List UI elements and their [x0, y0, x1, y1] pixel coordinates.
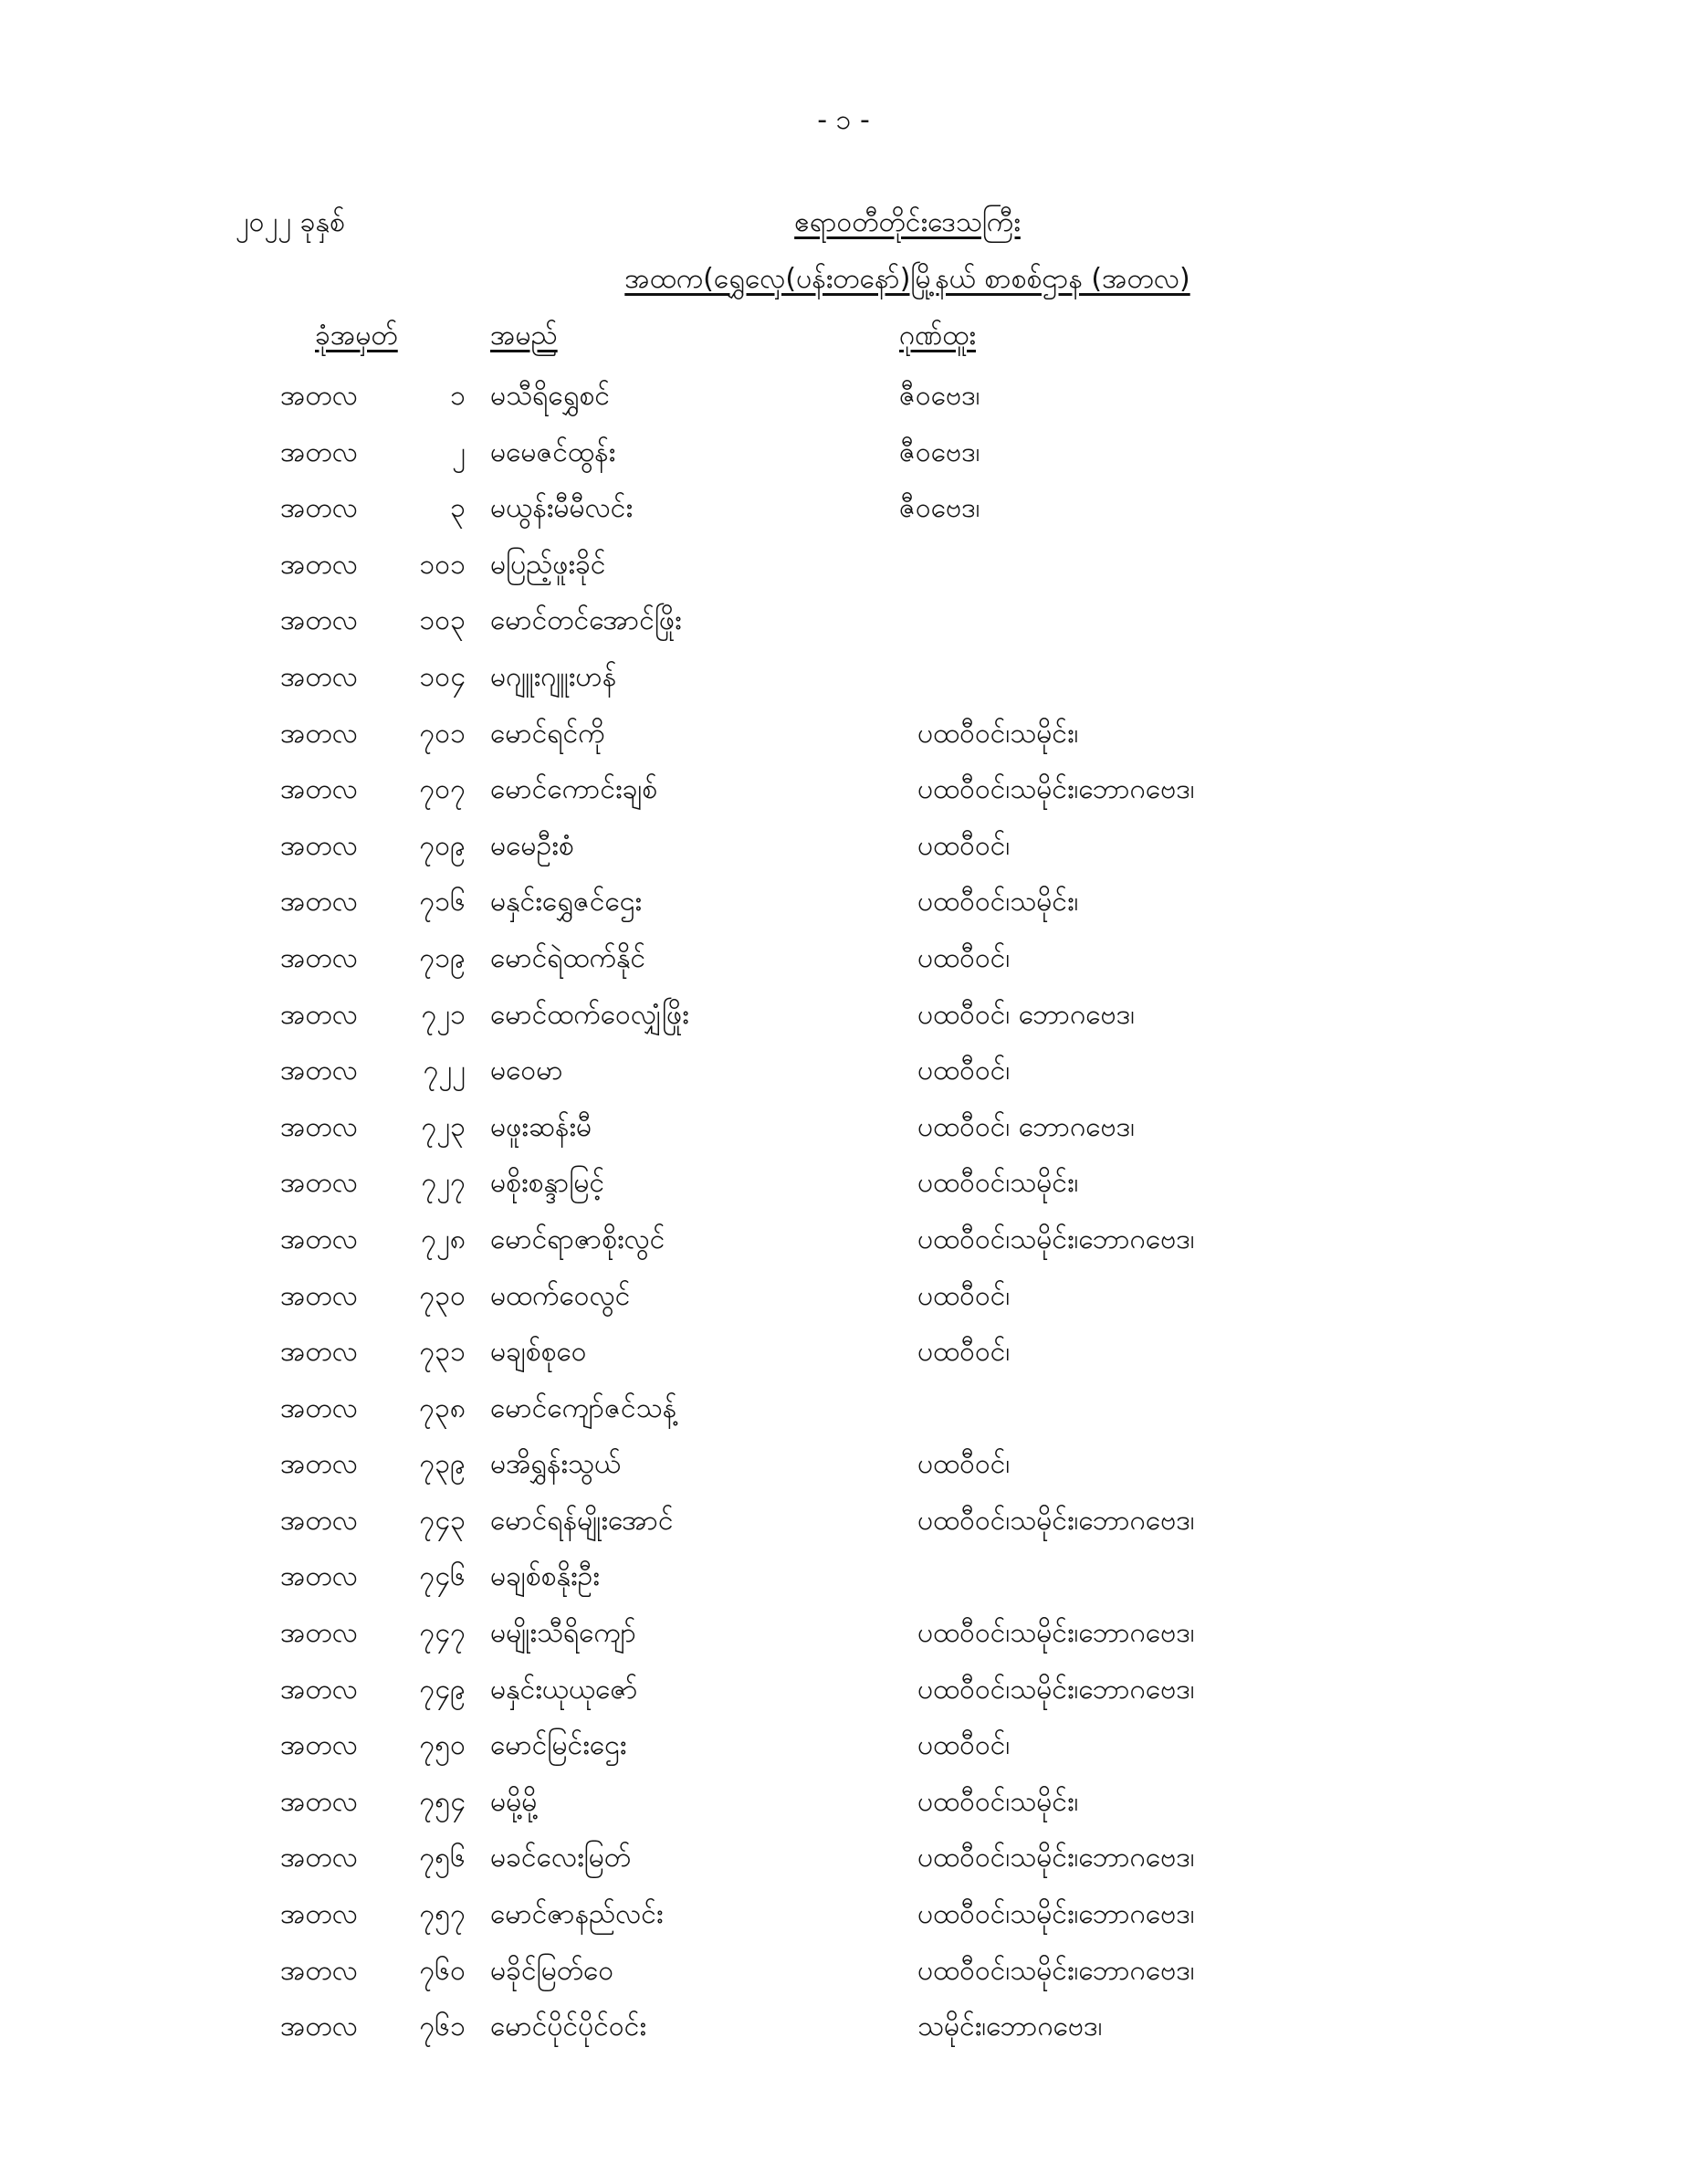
roll-prefix: အတလ [280, 1336, 358, 1369]
result-row [0, 935, 1687, 992]
roll-number: ၇၄၉ [419, 1673, 466, 1706]
result-row [0, 1441, 1687, 1497]
roll-number: ၇၆၀ [419, 1954, 466, 1987]
roll-number: ၇၄၆ [419, 1560, 466, 1593]
student-name: မနှင်းရွှေဇင်ဌေး [490, 886, 643, 919]
student-name: မနှင်းယုယုဇော် [490, 1673, 638, 1706]
student-name: မောင်ကျော်ဇင်သန့် [490, 1391, 677, 1424]
roll-number: ၇၁၆ [419, 886, 466, 919]
roll-number: ၇၄၃ [419, 1504, 466, 1537]
student-name: မဂျူးဂျူးဟန် [490, 660, 617, 693]
roll-prefix: အတလ [280, 1110, 358, 1143]
student-name: မမို့မို့ [490, 1785, 538, 1818]
roll-prefix: အတလ [280, 436, 358, 468]
distinction: ပထဝီဝင်၊ [917, 1336, 1011, 1369]
roll-prefix: အတလ [280, 1898, 358, 1931]
distinction: ပထဝီဝင်၊ [917, 1055, 1011, 1087]
header-distinction: ဂုဏ်ထူး [899, 320, 976, 352]
roll-prefix: အတလ [280, 1673, 358, 1706]
roll-number: ၇၅၄ [419, 1785, 466, 1818]
roll-number: ၁၀၄ [419, 660, 466, 693]
roll-number: ၇၆၁ [419, 2011, 466, 2043]
student-name: မပြည့်ဖူးခိုင် [490, 548, 606, 581]
distinction: ပထဝီဝင်၊သမိုင်း၊ [917, 1167, 1079, 1200]
distinction: ဇီဝဗေဒ၊ [899, 380, 980, 412]
roll-number: ၇၂၁ [421, 998, 466, 1031]
distinction: သမိုင်း၊ဘောဂဗေဒ၊ [917, 2011, 1103, 2043]
result-row [0, 1779, 1687, 1835]
roll-number: ၇၃၁ [419, 1336, 466, 1369]
student-name: မမေဦးစံ [490, 829, 574, 862]
distinction: ပထဝီဝင်၊သမိုင်း၊ဘောဂဗေဒ၊ [917, 1504, 1195, 1537]
roll-prefix: အတလ [280, 1279, 358, 1312]
result-row [0, 1722, 1687, 1779]
distinction: ပထဝီဝင်၊သမိုင်း၊ဘောဂဗေဒ၊ [917, 1842, 1195, 1874]
result-row [0, 485, 1687, 541]
roll-number: ၃ [450, 492, 466, 525]
roll-prefix: အတလ [280, 380, 358, 412]
roll-number: ၇၄၇ [419, 1617, 466, 1650]
distinction: ပထဝီဝင်၊ ဘောဂဗေဒ၊ [917, 998, 1136, 1031]
result-row [0, 373, 1687, 429]
roll-prefix: အတလ [280, 1842, 358, 1874]
document-title: ဧရာဝတီတိုင်းဒေသကြီး [794, 206, 1021, 238]
result-row [0, 1497, 1687, 1554]
result-row [0, 2003, 1687, 2060]
result-row [0, 1104, 1687, 1160]
roll-prefix: အတလ [280, 1954, 358, 1987]
roll-number: ၇၅၀ [419, 1729, 466, 1762]
roll-number: ၁၀၁ [419, 548, 466, 581]
distinction: ပထဝီဝင်၊ [917, 829, 1011, 862]
roll-prefix: အတလ [280, 1223, 358, 1255]
distinction: ပထဝီဝင်၊သမိုင်း၊ဘောဂဗေဒ၊ [917, 1673, 1195, 1706]
result-row [0, 1553, 1687, 1610]
roll-prefix: အတလ [280, 548, 358, 581]
student-name: မဝေမာ [490, 1055, 563, 1087]
student-name: မခင်လေးမြတ် [490, 1842, 632, 1874]
roll-number: ၇၀၁ [419, 717, 466, 750]
roll-prefix: အတလ [280, 1785, 358, 1818]
result-row [0, 429, 1687, 486]
student-name: မဖူးဆန်းမီ [490, 1110, 592, 1143]
roll-number: ၁၀၃ [419, 604, 466, 637]
result-row [0, 992, 1687, 1048]
result-row [0, 541, 1687, 598]
header-roll-number: ခုံအမှတ် [315, 320, 398, 352]
student-name: မောင်ပိုင်ပိုင်ဝင်း [490, 2011, 647, 2043]
distinction: ဇီဝဗေဒ၊ [899, 492, 980, 525]
result-row [0, 878, 1687, 935]
distinction: ပထဝီဝင်၊သမိုင်း၊ဘောဂဗေဒ၊ [917, 1898, 1195, 1931]
student-name: မယွန်းမီမီလင်း [490, 492, 634, 525]
result-row [0, 1834, 1687, 1891]
roll-prefix: အတလ [280, 1617, 358, 1650]
roll-number: ၇၁၉ [419, 941, 466, 974]
distinction: ပထဝီဝင်၊သမိုင်း၊ဘောဂဗေဒ၊ [917, 1617, 1195, 1650]
distinction: ဇီဝဗေဒ၊ [899, 436, 980, 468]
result-row [0, 654, 1687, 710]
roll-number: ၇၂၃ [421, 1110, 466, 1143]
roll-number: ၇၅၆ [419, 1842, 466, 1874]
student-name: မောင်ထက်ဝေလျှံဖြိုး [490, 998, 689, 1031]
roll-prefix: အတလ [280, 2011, 358, 2043]
distinction: ပထဝီဝင်၊သမိုင်း၊ [917, 717, 1079, 750]
result-row [0, 1160, 1687, 1216]
results-list [0, 373, 1687, 2060]
roll-number: ၇၀၉ [419, 829, 466, 862]
result-row [0, 823, 1687, 879]
distinction: ပထဝီဝင်၊ [917, 1279, 1011, 1312]
student-name: မမေဇင်ထွန်း [490, 436, 616, 468]
roll-number: ၇၂၂ [423, 1055, 466, 1087]
roll-prefix: အတလ [280, 660, 358, 693]
distinction: ပထဝီဝင်၊ [917, 941, 1011, 974]
roll-prefix: အတလ [280, 1729, 358, 1762]
distinction: ပထဝီဝင်၊ [917, 1729, 1011, 1762]
result-row [0, 766, 1687, 823]
result-row [0, 1385, 1687, 1442]
roll-number: ၁ [450, 380, 466, 412]
roll-number: ၇၃၉ [419, 1448, 466, 1481]
result-row [0, 1273, 1687, 1329]
student-name: မောင်မြင်းဌေး [490, 1729, 627, 1762]
student-name: မချစ်စုဝေ [490, 1336, 587, 1369]
result-row [0, 1891, 1687, 1948]
distinction: ပထဝီဝင်၊သမိုင်း၊ဘောဂဗေဒ၊ [917, 1223, 1195, 1255]
roll-prefix: အတလ [280, 829, 358, 862]
result-row [0, 1610, 1687, 1666]
distinction: ပထဝီဝင်၊ ဘောဂဗေဒ၊ [917, 1110, 1136, 1143]
student-name: မောင်ရင်ကို [490, 717, 605, 750]
student-name: မမျိုးသီရိကျော် [490, 1617, 636, 1650]
student-name: မသီရိရွှေစင် [490, 380, 610, 412]
roll-prefix: အတလ [280, 1448, 358, 1481]
roll-prefix: အတလ [280, 773, 358, 806]
roll-prefix: အတလ [280, 886, 358, 919]
year-label: ၂၀၂၂ ခုနှစ် [236, 206, 345, 238]
distinction: ပထဝီဝင်၊သမိုင်း၊ဘောဂဗေဒ၊ [917, 1954, 1195, 1987]
roll-prefix: အတလ [280, 941, 358, 974]
student-name: မခိုင်မြတ်ဝေ [490, 1954, 614, 1987]
student-name: မချစ်စနိုးဦး [490, 1560, 600, 1593]
result-row [0, 597, 1687, 654]
roll-prefix: အတလ [280, 604, 358, 637]
roll-number: ၂ [452, 436, 466, 468]
roll-number: ၇၅၇ [419, 1898, 466, 1931]
student-name: မောင်ရန်မျိုးအောင် [490, 1504, 674, 1537]
student-name: မောင်တင်အောင်ဖြိုး [490, 604, 682, 637]
distinction: ပထဝီဝင်၊ [917, 1448, 1011, 1481]
roll-prefix: အတလ [280, 1560, 358, 1593]
roll-number: ၇၃၀ [419, 1279, 466, 1312]
result-row [0, 1047, 1687, 1104]
distinction: ပထဝီဝင်၊သမိုင်း၊ [917, 1785, 1079, 1818]
student-name: မောင်ဇာနည်လင်း [490, 1898, 664, 1931]
result-row [0, 1216, 1687, 1273]
roll-number: ၇၂၇ [421, 1167, 466, 1200]
roll-number: ၇၀၇ [419, 773, 466, 806]
result-row [0, 1948, 1687, 2004]
result-row [0, 1328, 1687, 1385]
roll-number: ၇၂၈ [421, 1223, 466, 1255]
result-row [0, 710, 1687, 767]
distinction: ပထဝီဝင်၊သမိုင်း၊ဘောဂဗေဒ၊ [917, 773, 1195, 806]
roll-number: ၇၃၈ [419, 1391, 466, 1424]
student-name: မောင်ရာဇာစိုးလွင် [490, 1223, 665, 1255]
student-name: မအိရွှန်းသွယ် [490, 1448, 622, 1481]
page-number: - ၁ - [817, 104, 870, 136]
document-subtitle: အထက(ရွှေလှေ(ပန်းတနော်)မြို့နယ် စာစစ်ဌာန (အတလ) [624, 263, 1190, 295]
roll-prefix: အတလ [280, 1055, 358, 1087]
result-row [0, 1666, 1687, 1723]
header-name: အမည် [490, 320, 558, 352]
student-name: မစိုးစန္ဒာမြင့် [490, 1167, 605, 1200]
roll-prefix: အတလ [280, 998, 358, 1031]
student-name: မထက်ဝေလွင် [490, 1279, 631, 1312]
roll-prefix: အတလ [280, 1391, 358, 1424]
roll-prefix: အတလ [280, 492, 358, 525]
distinction: ပထဝီဝင်၊သမိုင်း၊ [917, 886, 1079, 919]
student-name: မောင်ကောင်းချစ် [490, 773, 658, 806]
roll-prefix: အတလ [280, 1504, 358, 1537]
student-name: မောင်ရဲထက်နိုင် [490, 941, 646, 974]
roll-prefix: အတလ [280, 1167, 358, 1200]
roll-prefix: အတလ [280, 717, 358, 750]
